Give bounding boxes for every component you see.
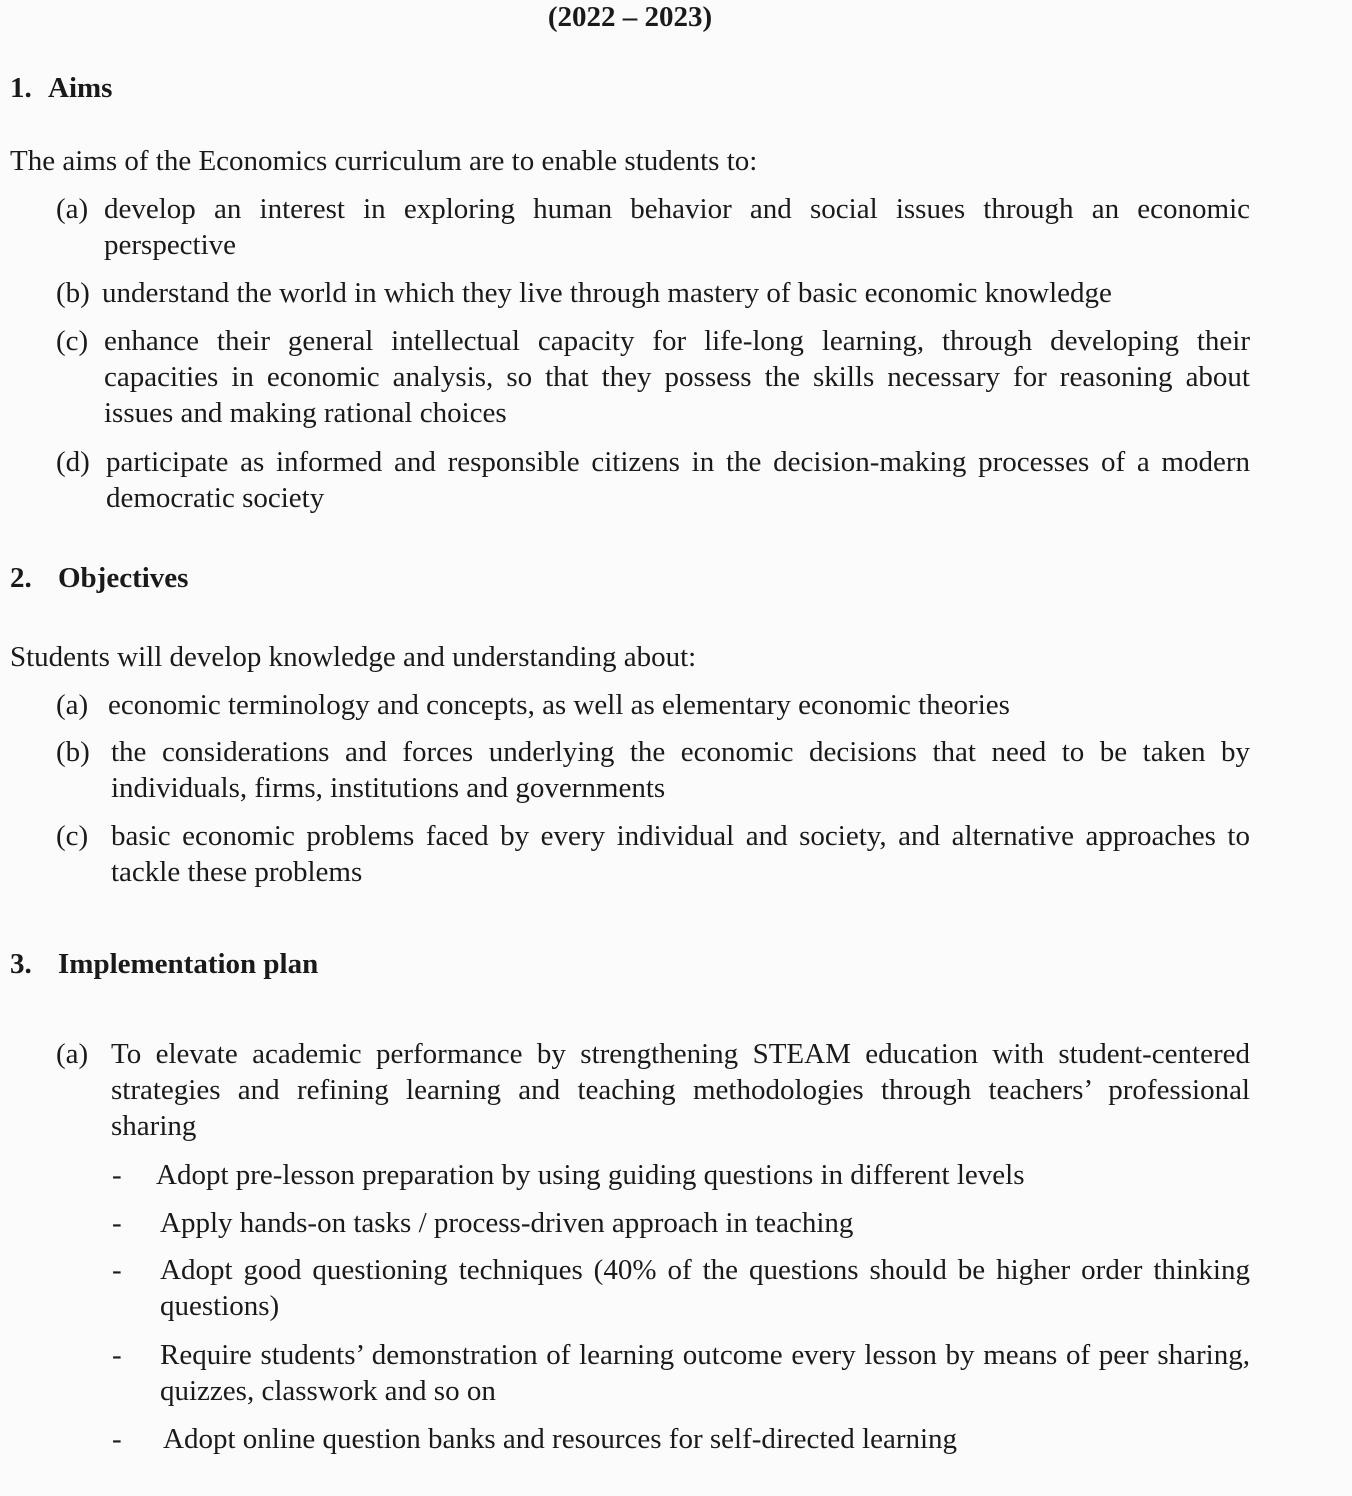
- section-heading-aims: [10, 70, 112, 106]
- section-heading-implementation-plan: [10, 946, 318, 982]
- item-text: economic terminology and concepts, as well as elementary economic theories: [108, 689, 1010, 721]
- bullet-text: Adopt online question banks and resources for self-directed learning: [163, 1423, 958, 1455]
- implementation-bullet: [112, 1252, 1250, 1324]
- item-label: (c): [56, 325, 89, 357]
- bullet-marker: -: [112, 1159, 122, 1191]
- implementation-item-a: [56, 1036, 1250, 1144]
- item-text: To elevate academic performance by strengthening STEAM education with student-centered strategies and refining learning and teaching methodologies through teachers’ professional sharing: [111, 1038, 1250, 1142]
- item-label: (c): [56, 820, 89, 852]
- section-title: Aims: [48, 72, 113, 104]
- section-number: 2.: [10, 562, 32, 594]
- bullet-text: Adopt pre-lesson preparation by using guiding questions in different levels: [156, 1159, 1025, 1191]
- section-number: 3.: [10, 948, 32, 980]
- bullet-text: Apply hands-on tasks / process-driven approach in teaching: [160, 1207, 854, 1239]
- implementation-bullet: [112, 1157, 1250, 1193]
- implementation-bullet: [112, 1421, 1250, 1457]
- item-text: understand the world in which they live through mastery of basic economic knowledge: [102, 277, 1112, 309]
- bullet-marker: -: [112, 1207, 122, 1239]
- objectives-item-a: [56, 687, 1250, 723]
- item-label: (d): [56, 446, 90, 478]
- objectives-item-c: [56, 818, 1250, 890]
- item-label: (a): [56, 1038, 89, 1070]
- item-label: (b): [56, 277, 90, 309]
- item-text: basic economic problems faced by every individual and society, and alternative approaches to tackle these problems: [111, 820, 1250, 888]
- school-year: (2022 – 2023): [547, 1, 713, 33]
- objectives-item-b: [56, 734, 1250, 806]
- section-number: 1.: [10, 72, 32, 104]
- section-title: Objectives: [58, 562, 189, 594]
- item-label: (a): [56, 193, 89, 225]
- implementation-bullet: [112, 1205, 1250, 1241]
- item-label: (a): [56, 689, 89, 721]
- item-text: enhance their general intellectual capacity for life-long learning, through developing their capacities in economic analysis, so that they possess the skills necessary for reasoning about issues and making rational choices: [104, 325, 1250, 429]
- aims-item-d: [56, 444, 1250, 516]
- implementation-bullet: [112, 1337, 1250, 1409]
- section-heading-objectives: [10, 560, 188, 596]
- aims-item-a: [56, 191, 1250, 263]
- bullet-text: Adopt good questioning techniques (40% of the questions should be higher order thinking questions): [160, 1254, 1250, 1322]
- item-label: (b): [56, 736, 90, 768]
- section-title: Implementation plan: [58, 948, 319, 980]
- objectives-intro: Students will develop knowledge and understanding about:: [10, 641, 697, 673]
- bullet-text: Require students’ demonstration of learning outcome every lesson by means of peer sharing, quizzes, classwork and so on: [160, 1339, 1250, 1407]
- aims-intro: The aims of the Economics curriculum are to enable students to:: [10, 145, 758, 177]
- bullet-marker: -: [112, 1423, 122, 1455]
- bullet-marker: -: [112, 1254, 122, 1286]
- aims-item-c: [56, 323, 1250, 431]
- item-text: develop an interest in exploring human behavior and social issues through an economic perspective: [104, 193, 1250, 261]
- item-text: participate as informed and responsible citizens in the decision-making processes of a modern democratic society: [106, 446, 1250, 514]
- item-text: the considerations and forces underlying the economic decisions that need to be taken by individuals, firms, institutions and governments: [111, 736, 1250, 804]
- bullet-marker: -: [112, 1339, 122, 1371]
- aims-item-b: [56, 275, 1250, 311]
